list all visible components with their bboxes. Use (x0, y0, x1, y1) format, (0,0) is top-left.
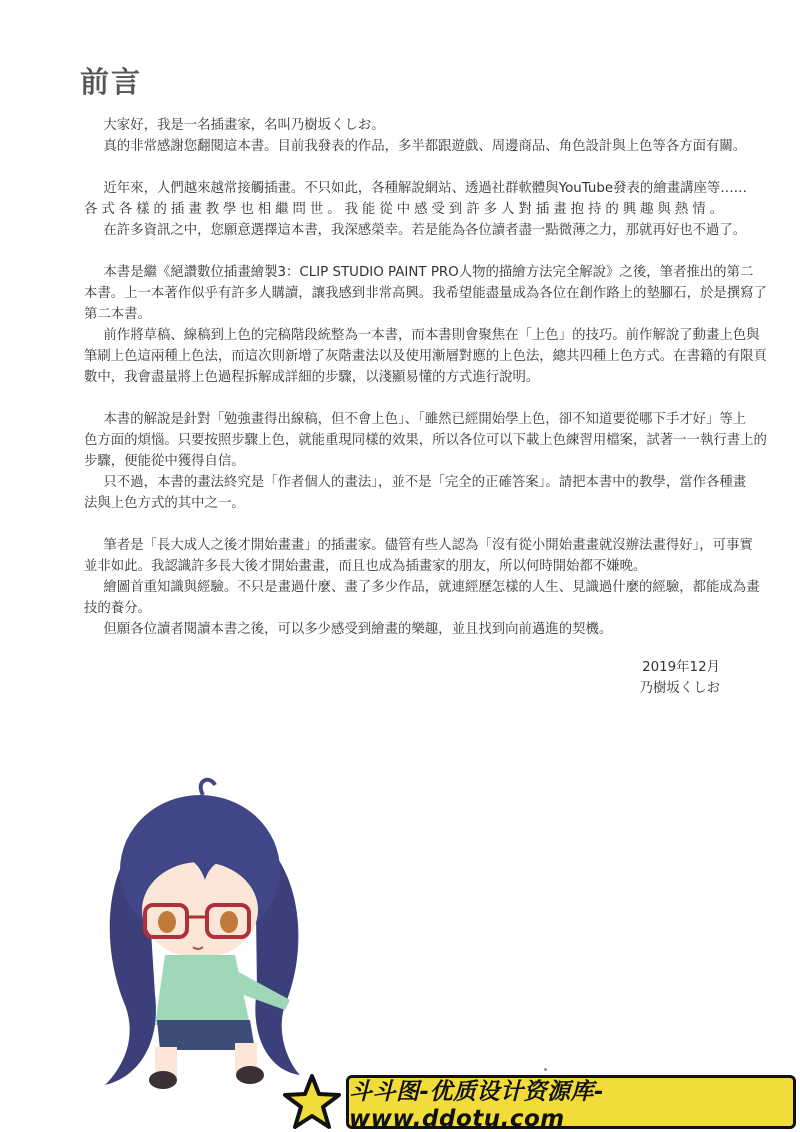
text-line: 並非如此。我認識許多長大後才開始畫畫，而且也成為插畫家的朋友，所以何時開始都不嫌晚。 (84, 559, 647, 574)
paragraph (84, 178, 748, 241)
paragraph (84, 409, 767, 514)
paragraph (84, 115, 747, 157)
text-line: 但願各位讀者閱讀本書之後，可以多少感受到繪畫的樂趣，並且找到向前邁進的契機。 (103, 622, 613, 637)
text-line: 大家好，我是一名插畫家，名叫乃樹坂くしお。 (103, 118, 385, 133)
text-line: 在許多資訊之中，您願意選擇這本書，我深感榮幸。若是能為各位讀者盡一點微薄之力，那就再好也不過了。 (103, 223, 747, 238)
text-line: 步驟，便能從中獲得自信。 (84, 454, 245, 469)
text-line: 本書的解說是針對「勉強畫得出線稿，但不會上色」、「雖然已經開始學上色，卻不知道要從哪下手才好」等上 (103, 412, 747, 427)
text-line: 筆者是「長大成人之後才開始畫畫」的插畫家。儘管有些人認為「沒有從小開始畫畫就沒辦法畫得好」，可事實 (103, 538, 753, 553)
preface-body (84, 115, 767, 661)
date: 2019年12月 (642, 660, 720, 675)
text-line: 繪圖首重知識與經驗。不只是畫過什麼、畫了多少作品，就連經歷怎樣的人生、見識過什麼的經驗，都能成為畫 (103, 580, 760, 595)
signature (640, 657, 720, 699)
speck (544, 1068, 547, 1071)
paragraph (84, 535, 760, 640)
author-name: 乃樹坂くしお (639, 681, 720, 696)
star-icon (282, 1073, 342, 1131)
text-line: 前作將草稿、線稿到上色的完稿階段統整為一本書，而本書則會聚焦在「上色」的技巧。前作解說了動畫上色與 (103, 328, 760, 343)
page-title: 前言 (80, 65, 143, 99)
paragraph (84, 262, 767, 388)
text-line: 法與上色方式的其中之一。 (84, 496, 245, 511)
chibi-illustration (85, 775, 335, 1095)
text-line: 各式各樣的插畫教學也相繼問世。我能從中感受到許多人對插畫抱持的興趣與熱情。 (84, 202, 723, 217)
text-line: 第二本書。 (84, 307, 151, 322)
text-line: 筆刷上色這兩種上色法，而這次則新增了灰階畫法以及使用漸層對應的上色法，總共四種上色方式。在書籍的有限頁 (84, 349, 767, 364)
text-line: 本書。上一本著作似乎有許多人購讀，讓我感到非常高興。我希望能盡量成為各位在創作路上的墊腳石，於是撰寫了 (84, 286, 767, 301)
text-line: 本書是繼《絕讚數位插畫繪製3：CLIP STUDIO PAINT PRO人物的描繪方法完全解說》之後，筆者推出的第二 (103, 265, 754, 280)
text-line: 色方面的煩惱。只要按照步驟上色，就能重現同樣的效果，所以各位可以下載上色練習用檔案，試著一一執行書上的 (84, 433, 767, 448)
text-line: 技的養分。 (84, 601, 151, 616)
text-line: 真的非常感謝您翻閱這本書。目前我發表的作品，多半都跟遊戲、周邊商品、角色設計與上色等各方面有關。 (103, 139, 747, 154)
text-line: 近年來，人們越來越常接觸插畫。不只如此，各種解說網站、透過社群軟體與YouTube發表的繪畫講座等…… (103, 181, 748, 196)
text-line: 只不過，本書的畫法終究是「作者個人的畫法」，並不是「完全的正確答案」。請把本書中的教學，當作各種畫 (103, 475, 747, 490)
watermark-banner: 斗斗图-优质设计资源库-www.ddotu.com (346, 1075, 796, 1129)
text-line: 數中，我會盡量將上色過程拆解成詳細的步驟，以淺顯易懂的方式進行說明。 (84, 370, 540, 385)
